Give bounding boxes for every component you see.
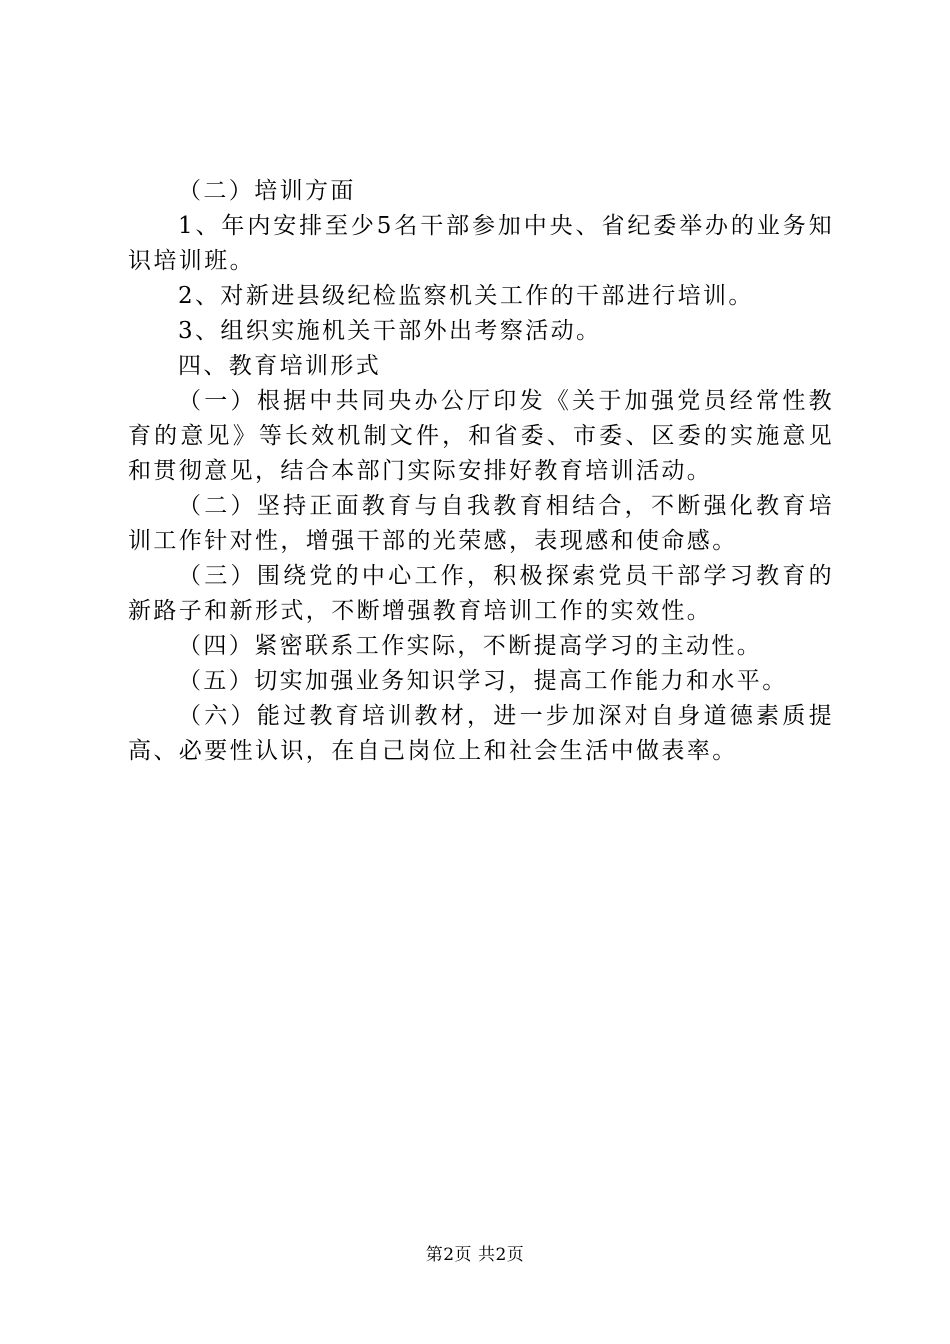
paragraph-form-5: （五）切实加强业务知识学习，提高工作能力和水平。 <box>178 668 788 694</box>
page-footer <box>0 1243 950 1267</box>
section-heading-training: （二）培训方面 <box>178 178 356 204</box>
document-body <box>128 174 834 769</box>
paragraph-form-1: （一）根据中共同央办公厅印发《关于加强党员经常性教育的意见》等长效机制文件，和省委、市委、区委的实施意见和贯彻意见，结合本部门实际安排好教育培训活动。 <box>128 388 834 484</box>
paragraph-form-2: （二）坚持正面教育与自我教育相结合，不断强化教育培训工作针对性，增强干部的光荣感，表现感和使命感。 <box>128 493 834 554</box>
paragraph-item-2: 2、对新进县级纪检监察机关工作的干部进行培训。 <box>178 283 754 309</box>
paragraph-form-4: （四）紧密联系工作实际，不断提高学习的主动性。 <box>178 633 763 659</box>
page-number: 第2页 共2页 <box>425 1245 525 1265</box>
paragraph-item-3: 3、组织实施机关干部外出考察活动。 <box>178 318 602 344</box>
paragraph-form-3: （三）围绕党的中心工作，积极探索党员干部学习教育的新路子和新形式，不断增强教育培训工作的实效性。 <box>128 563 834 624</box>
paragraph-item-1: 1、年内安排至少5名干部参加中央、省纪委举办的业务知识培训班。 <box>128 213 834 274</box>
section-heading-forms: 四、教育培训形式 <box>178 353 382 379</box>
paragraph-form-6: （六）能过教育培训教材，进一步加深对自身道德素质提高、必要性认识，在自己岗位上和社会生活中做表率。 <box>128 703 834 764</box>
